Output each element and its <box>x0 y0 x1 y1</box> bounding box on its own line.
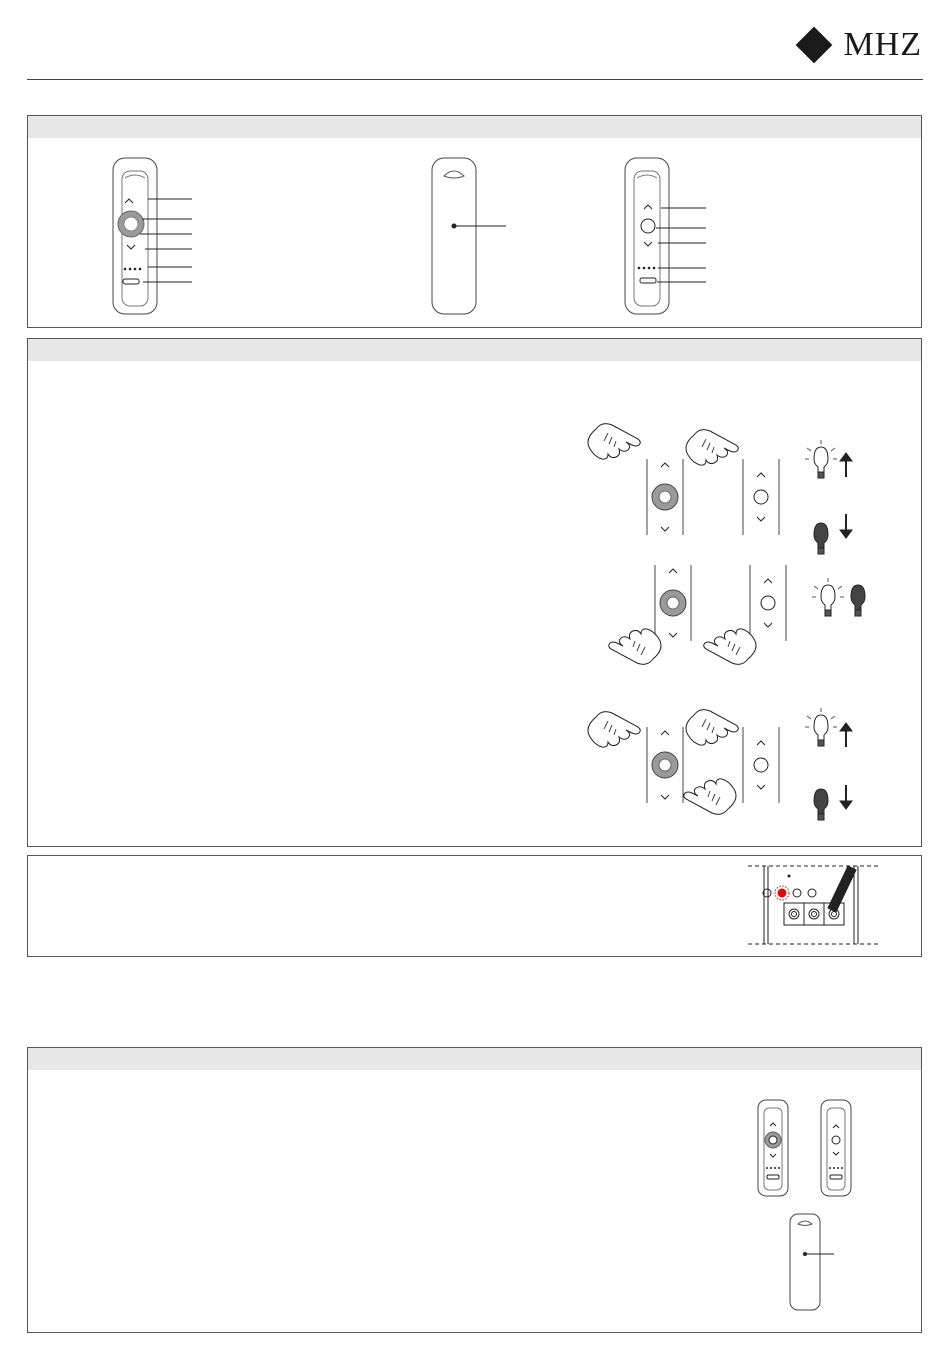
arrow-down-icon <box>840 514 852 538</box>
remote-button-icon <box>625 158 706 314</box>
arrow-down-icon <box>840 785 852 809</box>
down-chevron-icon <box>127 245 135 249</box>
channel-dots-icon <box>124 268 142 271</box>
row-toggle <box>609 565 865 664</box>
logo-diamond-icon <box>796 27 833 64</box>
operation-figures <box>28 339 923 848</box>
status-led-icon <box>778 889 786 897</box>
receiver-figure <box>28 856 923 958</box>
light-bulb-icon <box>805 440 837 478</box>
screwdriver-icon <box>828 866 856 912</box>
light-bulb-icon <box>812 578 844 616</box>
panel-operation <box>27 338 922 847</box>
logo-text: MHZ <box>843 26 922 63</box>
light-bulb-icon <box>814 789 828 820</box>
panel-remote-overview <box>27 115 922 328</box>
header-divider <box>27 79 923 80</box>
remote-button-icon <box>821 1100 851 1196</box>
remote-dial-icon <box>113 158 157 314</box>
row-dim-combined <box>588 708 852 820</box>
remote-back-icon <box>432 158 506 314</box>
brand-logo <box>801 22 922 68</box>
remote-dial-icon <box>758 1100 788 1196</box>
panel-receiver <box>27 855 922 957</box>
panel-programming <box>27 1047 922 1333</box>
light-bulb-icon <box>805 708 837 746</box>
programming-figure <box>28 1048 923 1334</box>
remote-back-icon <box>790 1214 834 1310</box>
up-chevron-icon <box>125 199 133 203</box>
selector-button-icon <box>123 279 139 284</box>
pointing-hand-icon <box>686 430 738 465</box>
arrow-up-icon <box>840 723 852 747</box>
light-bulb-icon <box>814 523 828 554</box>
remote-overview-figure <box>28 116 923 329</box>
pointing-hand-icon <box>588 424 640 459</box>
arrow-up-icon <box>840 453 852 477</box>
row-dim-up-down <box>588 424 852 554</box>
light-bulb-icon <box>851 585 865 616</box>
